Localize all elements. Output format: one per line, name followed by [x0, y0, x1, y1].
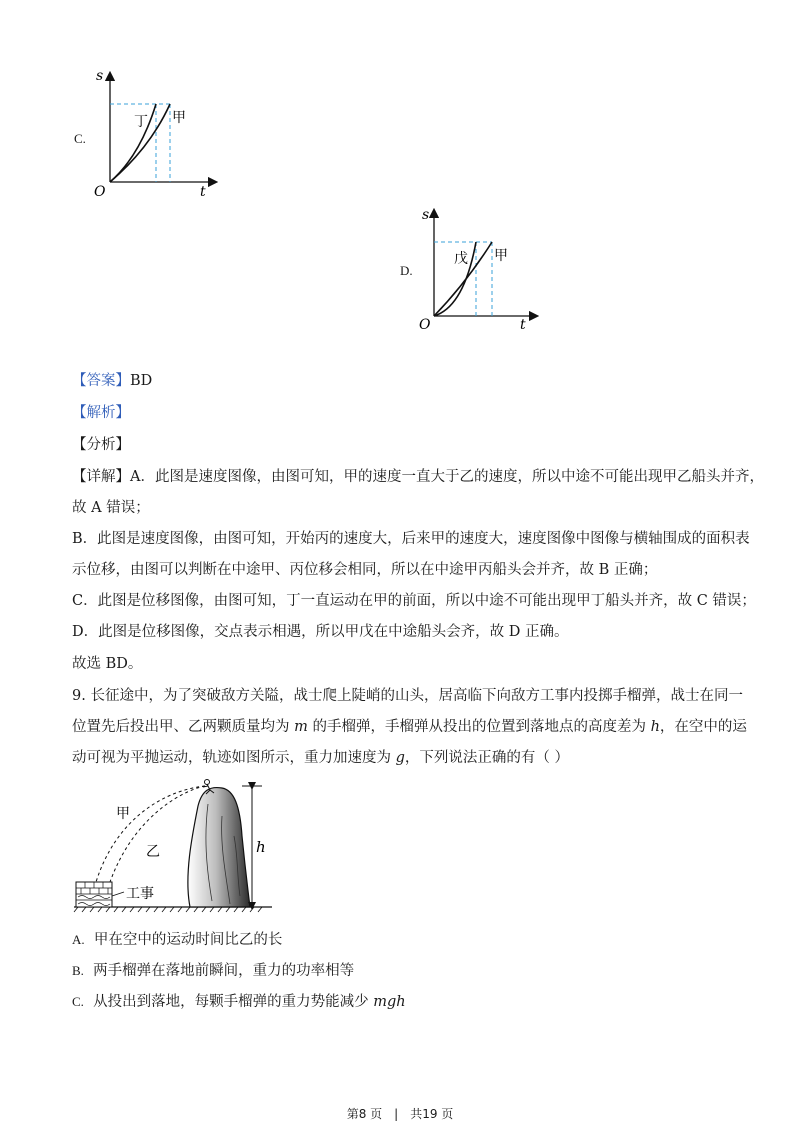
graph-c-label-jia: 甲 [172, 110, 186, 126]
graph-d-axis-s: s [422, 207, 430, 223]
graph-c-figure [88, 68, 223, 198]
q9-option-c [72, 992, 740, 1012]
q9-math-h: h [650, 719, 660, 735]
q9-option-c-letter: C. [72, 994, 84, 1009]
q9-text-2c: ，在空中的运 [659, 719, 747, 735]
footer-total: 共19 页 [410, 1107, 454, 1121]
graph-d-figure [414, 205, 544, 333]
q9-math-g: g [395, 750, 405, 766]
q9-math-m: m [294, 719, 308, 735]
q9-text-2b: 的手榴弹，手榴弹从投出的位置到落地点的高度差为 [307, 719, 651, 735]
graph-d-axis-t: t [520, 317, 526, 333]
option-c-label: C. [74, 131, 86, 146]
q9-line-1 [72, 686, 743, 706]
answer-value: BD [130, 373, 153, 389]
q9-text-1: 长征途中，为了突破敌方关隘，战士爬上陡峭的山头，居高临下向敌方工事内投掷手榴弹，战士在同一 [90, 688, 743, 704]
detail-tag: 【详解】 [72, 469, 130, 485]
q9-bunker-pointer [112, 892, 124, 896]
analysis-tag: 【解析】 [72, 405, 130, 421]
fenxi-tag: 【分析】 [72, 437, 130, 453]
page-footer [0, 1105, 800, 1122]
q9-ground-hatch [74, 907, 262, 912]
q9-label-yi: 乙 [146, 844, 160, 860]
q9-line-2 [72, 717, 747, 737]
q9-option-b [72, 961, 740, 981]
q9-line-3 [72, 748, 740, 768]
graph-d-label-jia: 甲 [494, 248, 508, 264]
q9-label-h: h [256, 838, 266, 856]
footer-page: 第8 页 [346, 1107, 383, 1121]
graph-c-axis-t: t [200, 184, 206, 198]
q9-number: 9. [72, 688, 86, 704]
q9-label-gongshi: 工事 [126, 886, 154, 902]
graph-c-origin: O [94, 184, 106, 198]
q9-figure [72, 776, 282, 916]
q9-label-jia: 甲 [116, 806, 130, 822]
q9-option-a-text: 甲在空中的运动时间比乙的长 [93, 932, 283, 948]
graph-c-axis-s: s [96, 68, 104, 84]
detail-text-1: A．此图是速度图像，由图可知，甲的速度一直大于乙的速度，所以中途不可能出现甲乙船头并齐， [130, 469, 764, 485]
answer-line [72, 371, 740, 391]
q9-text-3a: 动可视为平抛运动，轨迹如图所示，重力加速度为 [72, 750, 396, 766]
q9-option-a-letter: A. [72, 932, 85, 947]
graph-d-origin: O [419, 317, 431, 333]
q9-option-c-text: 从投出到落地，每颗手榴弹的重力势能减少 [93, 994, 374, 1010]
q9-option-c-math: mgh [373, 994, 406, 1010]
footer-separator: | [394, 1107, 399, 1121]
q9-text-3b: ，下列说法正确的有（ ） [404, 750, 570, 766]
detail-line-2: 故 A 错误； [72, 500, 150, 516]
detail-line-1 [72, 467, 764, 487]
graph-d-label-wu: 戊 [454, 251, 468, 267]
option-d-label: D. [400, 263, 413, 278]
q9-rock [188, 788, 250, 907]
detail-line-4: 示位移，由图可以判断在中途甲、丙位移会相同，所以在中途甲丙船头会并齐，故 B 正确； [72, 562, 658, 578]
detail-conclusion: 故选 BD。 [72, 656, 143, 672]
detail-line-3: B．此图是速度图像，由图可知，开始丙的速度大，后来甲的速度大，速度图像中图像与横轴围成的面积表 [72, 531, 750, 547]
q9-option-a [72, 930, 740, 950]
detail-line-5: C．此图是位移图像，由图可知，丁一直运动在甲的前面，所以中途不可能出现甲丁船头并齐，故 C 错误； [72, 593, 756, 609]
q9-option-b-text: 两手榴弹在落地前瞬间，重力的功率相等 [93, 963, 355, 979]
q9-option-b-letter: B. [72, 963, 84, 978]
q9-text-2a: 位置先后投出甲、乙两颗质量均为 [72, 719, 295, 735]
answer-tag: 【答案】 [72, 373, 130, 389]
graph-c-label-ding: 丁 [134, 114, 148, 130]
detail-line-6: D．此图是位移图像，交点表示相遇，所以甲戊在中途船头会齐，故 D 正确。 [72, 624, 569, 640]
graph-c-curve-ding [110, 104, 156, 182]
